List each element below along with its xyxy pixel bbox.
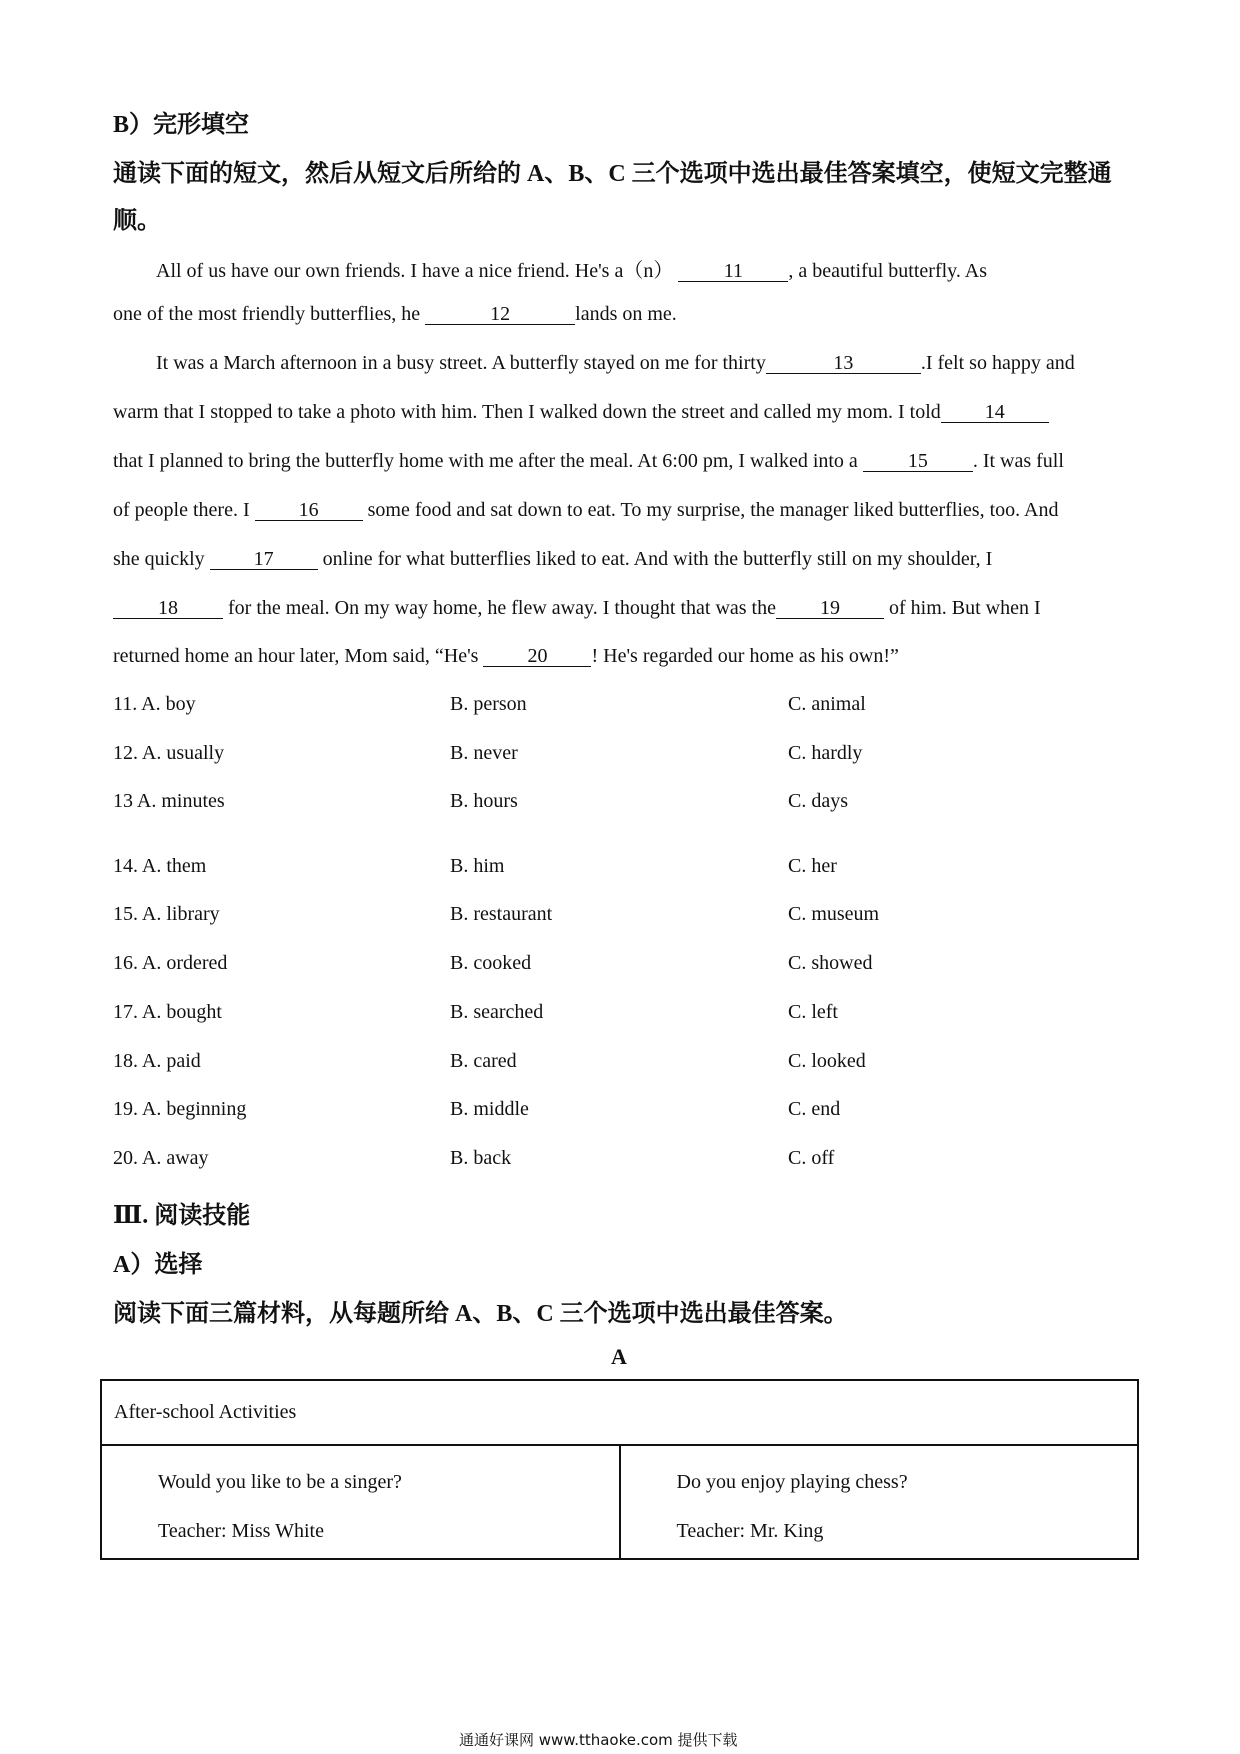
table-title: After-school Activities — [101, 1380, 1138, 1445]
cell-teacher: Teacher: Miss White — [158, 1520, 324, 1542]
option-c: C. museum — [788, 903, 880, 925]
option-c: C. left — [788, 1001, 838, 1023]
option-b: B. hours — [450, 790, 518, 812]
footer-text: 通通好课网 www.tthaoke.com 提供下载 — [459, 1731, 738, 1749]
option-b: B. him — [450, 855, 505, 877]
option-a: 15. A. library — [113, 903, 220, 925]
passage-text: that I planned to bring the butterfly home with me after the meal. At 6:00 pm, I walked into a — [113, 450, 858, 472]
passage-text: lands on me. — [575, 303, 677, 325]
option-b: B. restaurant — [450, 903, 553, 925]
option-a: 11. A. boy — [113, 693, 196, 715]
cell-question: Do you enjoy playing chess? — [676, 1471, 908, 1493]
passage-text: of him. But when I — [889, 597, 1041, 619]
option-b: B. back — [450, 1147, 512, 1169]
option-a: 19. A. beginning — [113, 1098, 247, 1120]
option-c: C. hardly — [788, 742, 863, 764]
option-b: B. cared — [450, 1050, 517, 1072]
section-3-instruction: 阅读下面三篇材料，从每题所给 A、B、C 三个选项中选出最佳答案。 — [113, 1301, 848, 1327]
passage-line — [113, 450, 1064, 473]
cell-question: Would you like to be a singer? — [158, 1471, 402, 1493]
passage-text: All of us have our own friends. I have a nice friend. He's a（n） — [156, 260, 674, 282]
blank-20: 20 — [483, 646, 591, 667]
activities-table — [100, 1379, 1139, 1560]
passage-text: returned home an hour later, Mom said, “He's — [113, 645, 479, 667]
passage-text: It was a March afternoon in a busy street. A butterfly stayed on me for thirty — [156, 352, 766, 374]
section-3-subtitle: A）选择 — [113, 1252, 203, 1278]
option-c: C. animal — [788, 693, 866, 715]
option-b: B. middle — [450, 1098, 529, 1120]
section-3-title: Ⅲ. 阅读技能 — [113, 1203, 251, 1229]
option-c: C. her — [788, 855, 837, 877]
option-b: B. never — [450, 742, 518, 764]
passage-line — [113, 303, 677, 326]
passage-text: ! He's regarded our home as his own!” — [591, 645, 899, 667]
passage-line — [113, 597, 1041, 620]
passage-text: . It was full — [972, 450, 1064, 472]
passage-line — [156, 254, 987, 283]
blank-15: 15 — [863, 451, 973, 472]
option-a: 12. A. usually — [113, 742, 225, 764]
passage-line — [156, 352, 1075, 375]
option-b: B. searched — [450, 1001, 544, 1023]
blank-12: 12 — [425, 304, 575, 325]
passage-line — [113, 548, 992, 571]
option-a: 20. A. away — [113, 1147, 209, 1169]
option-b: B. cooked — [450, 952, 532, 974]
passage-text: one of the most friendly butterflies, he — [113, 303, 421, 325]
blank-11: 11 — [678, 261, 788, 282]
cell-teacher: Teacher: Mr. King — [676, 1520, 824, 1542]
option-a: 14. A. them — [113, 855, 207, 877]
option-c: C. days — [788, 790, 848, 812]
blank-16: 16 — [255, 500, 363, 521]
option-c: C. looked — [788, 1050, 866, 1072]
option-c: C. off — [788, 1147, 835, 1169]
blank-14: 14 — [941, 402, 1049, 423]
section-b-instruction-line2: 顺。 — [113, 208, 161, 234]
section-b-instruction-line1: 通读下面的短文，然后从短文后所给的 A、B、C 三个选项中选出最佳答案填空，使短文完整通 — [113, 161, 1112, 187]
passage-text: online for what butterflies liked to eat. And with the butterfly still on my shoulder, I — [322, 548, 993, 570]
option-c: C. end — [788, 1098, 841, 1120]
passage-text: warm that I stopped to take a photo with him. Then I walked down the street and called my mom. I told — [113, 401, 941, 423]
option-a: 13 A. minutes — [113, 790, 225, 812]
section-b-title: B）完形填空 — [113, 112, 250, 138]
option-a: 17. A. bought — [113, 1001, 222, 1023]
passage-letter: A — [611, 1344, 627, 1369]
passage-line — [113, 645, 899, 668]
passage-line — [113, 401, 1049, 424]
option-a: 16. A. ordered — [113, 952, 228, 974]
option-a: 18. A. paid — [113, 1050, 201, 1072]
blank-19: 19 — [776, 598, 884, 619]
blank-13: 13 — [766, 353, 921, 374]
table-cell-left — [101, 1445, 620, 1559]
passage-text: she quickly — [113, 548, 205, 570]
passage-text: some food and sat down to eat. To my surprise, the manager liked butterflies, too. And — [367, 499, 1059, 521]
passage-text: , a beautiful butterfly. As — [788, 260, 987, 282]
blank-17: 17 — [210, 549, 318, 570]
passage-text: of people there. I — [113, 499, 250, 521]
option-b: B. person — [450, 693, 527, 715]
option-c: C. showed — [788, 952, 873, 974]
table-cell-right — [620, 1445, 1139, 1559]
passage-line — [113, 499, 1058, 522]
passage-text: .I felt so happy and — [920, 352, 1075, 374]
passage-text: for the meal. On my way home, he flew away. I thought that was the — [228, 597, 776, 619]
blank-18: 18 — [113, 598, 223, 619]
